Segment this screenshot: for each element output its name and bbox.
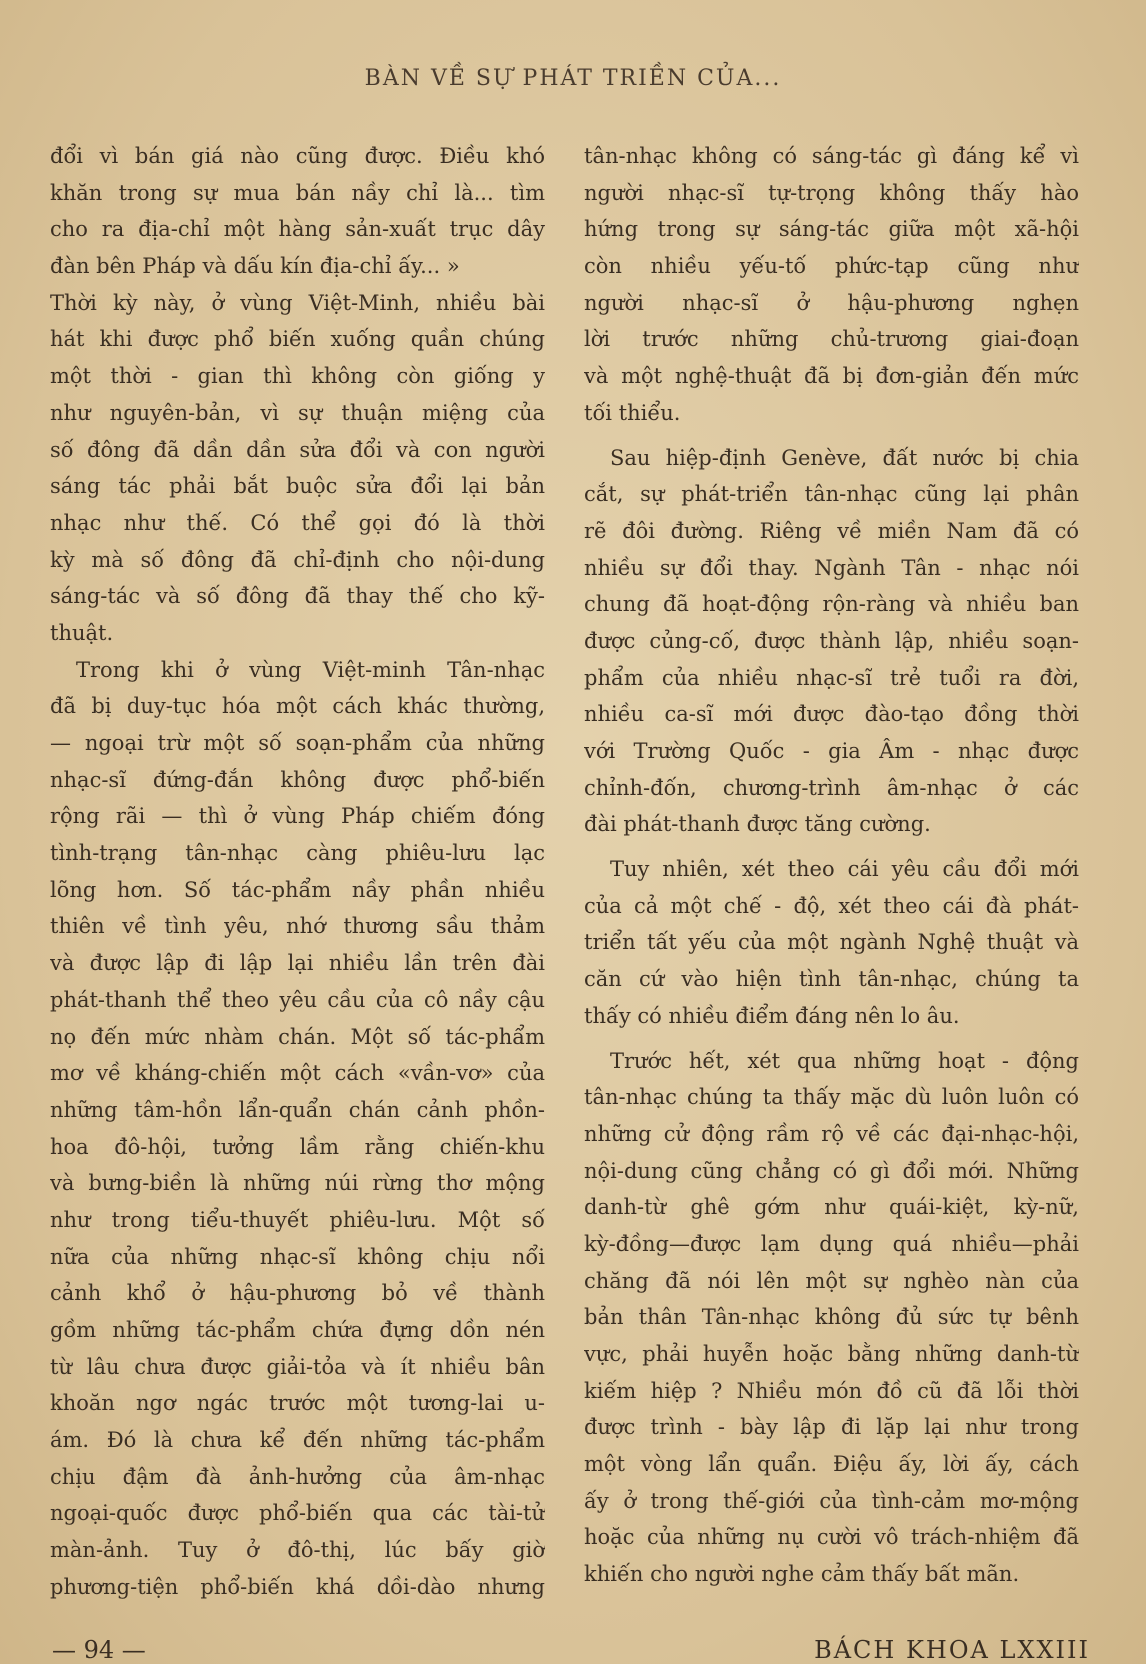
text-line: nữa của những nhạc-sĩ không chịu nổi	[50, 1244, 545, 1269]
text-line: gồm những tác-phẩm chứa đựng dồn nén	[50, 1318, 545, 1342]
text-line: từ lâu chưa được giải-tỏa và ít nhiều bân	[50, 1354, 545, 1379]
text-line: còn nhiều yếu-tố phức-tạp cũng như	[584, 254, 1079, 279]
text-line: thiên về tình yêu, nhớ thương sầu thảm	[50, 914, 545, 939]
text-line: vực, phải huyễn hoặc bằng những danh-từ	[584, 1342, 1079, 1366]
text-line: tân-nhạc không có sáng-tác gì đáng kể vì	[584, 144, 1079, 168]
text-line: nọ đến mức nhàm chán. Một số tác-phẩm	[50, 1024, 545, 1049]
text-line: đã bị duy-tục hóa một cách khác thường,	[50, 694, 545, 719]
text-line: nhạc-sĩ đứng-đắn không được phổ-biến	[50, 767, 545, 792]
text-line: những cử động rầm rộ về các đại-nhạc-hội,	[584, 1121, 1079, 1146]
right-column	[584, 138, 1079, 1608]
text-line: Trong khi ở vùng Việt-minh Tân-nhạc	[76, 657, 545, 682]
text-line: một thời - gian thì không còn giống y	[50, 364, 545, 389]
text-line: căn cứ vào hiện tình tân-nhạc, chúng ta	[584, 967, 1079, 992]
text-line: kỳ-đồng—được lạm dụng quá nhiều—phải	[584, 1231, 1079, 1256]
text-line: một vòng lẩn quẩn. Điệu ấy, lời ấy, cách	[584, 1452, 1079, 1477]
text-line: phát-thanh thể theo yêu cầu của cô nầy cậu	[50, 987, 545, 1012]
text-line: cắt, sự phát-triển tân-nhạc cũng lại phân	[584, 482, 1079, 507]
text-line: đổi vì bán giá nào cũng được. Điều khó	[50, 144, 545, 168]
text-line: màn-ảnh. Tuy ở đô-thị, lúc bấy giờ	[50, 1538, 545, 1563]
text-line: khiến cho người nghe cảm thấy bất mãn.	[584, 1562, 1020, 1587]
text-line: sáng tác phải bắt buộc sửa đổi lại bản	[50, 474, 545, 499]
text-line: hoa đô-hội, tưởng lầm rằng chiến-khu	[50, 1134, 545, 1159]
text-line: cho ra địa-chỉ một hàng sản-xuất trục dây	[50, 217, 545, 242]
text-line: Sau hiệp-định Genève, đất nước bị chia	[610, 445, 1079, 470]
text-line: và một nghệ-thuật đã bị đơn-giản đến mức	[584, 364, 1079, 389]
text-line: kỳ mà số đông đã chỉ-định cho nội-dung	[50, 547, 545, 572]
text-line: cảnh khổ ở hậu-phương bỏ về thành	[50, 1281, 545, 1306]
text-line: triển tất yếu của một ngành Nghệ thuật và	[584, 930, 1079, 955]
running-head: BÀN VỀ SỰ PHÁT TRIỀN CỦA...	[364, 66, 782, 91]
text-line: số đông đã dần dần sửa đổi và con người	[50, 437, 545, 462]
text-line: những tâm-hồn lẩn-quẩn chán cảnh phồn-	[50, 1097, 545, 1122]
text-line: và được lập đi lập lại nhiều lần trên đài	[50, 951, 545, 976]
text-line: hứng trong sự sáng-tác giữa một xã-hội	[584, 217, 1079, 242]
text-line: Thời kỳ này, ở vùng Việt-Minh, nhiều bài	[50, 290, 545, 315]
text-line: thấy có nhiều điểm đáng nên lo âu.	[584, 1003, 960, 1028]
text-line: đàn bên Pháp và dấu kín địa-chỉ ấy... »	[50, 254, 460, 279]
text-line: — ngoại trừ một số soạn-phẩm của những	[50, 731, 545, 755]
text-line: đài phát-thanh được tăng cường.	[584, 812, 931, 837]
text-line: tối thiểu.	[584, 400, 681, 425]
text-line: ngoại-quốc được phổ-biến qua các tài-tử	[50, 1501, 545, 1526]
text-line: ấy ở trong thế-giới của tình-cảm mơ-mộng	[584, 1488, 1079, 1513]
text-line: tân-nhạc chúng ta thấy mặc dù luôn luôn có	[584, 1085, 1079, 1110]
text-line: chỉnh-đốn, chương-trình âm-nhạc ở các	[584, 775, 1079, 800]
text-line: nhiều sự đổi thay. Ngành Tân - nhạc nói	[584, 555, 1079, 580]
text-line: Trước hết, xét qua những hoạt - động	[610, 1048, 1079, 1073]
text-line: nhiều ca-sĩ mới được đào-tạo đồng thời	[584, 702, 1079, 727]
page-number: — 94 —	[52, 1636, 146, 1664]
text-line: chung đã hoạt-động rộn-ràng và nhiều ban	[584, 592, 1079, 617]
left-column	[50, 138, 545, 1608]
text-line: chăng đã nói lên một sự nghèo nàn của	[584, 1268, 1079, 1293]
text-line: rộng rãi — thì ở vùng Pháp chiếm đóng	[50, 804, 545, 829]
text-line: danh-từ ghê gớm như quái-kiệt, kỳ-nữ,	[584, 1195, 1079, 1220]
text-line: phẩm của nhiều nhạc-sĩ trẻ tuổi ra đời,	[584, 665, 1079, 690]
text-line: được củng-cố, được thành lập, nhiều soạn-	[584, 628, 1079, 653]
text-line: người nhạc-sĩ tự-trọng không thấy hào	[584, 180, 1079, 205]
text-line: hát khi được phổ biến xuống quần chúng	[50, 327, 545, 352]
text-line: như trong tiểu-thuyết phiêu-lưu. Một số	[50, 1207, 545, 1232]
journal-name: BÁCH KHOA LXXIII	[814, 1636, 1090, 1664]
text-line: của cả một chế - độ, xét theo cái đà phát-	[584, 893, 1079, 918]
text-line: rẽ đôi đường. Riêng về miền Nam đã có	[584, 518, 1079, 543]
text-line: Tuy nhiên, xét theo cái yêu cầu đổi mới	[610, 857, 1079, 882]
text-line: lõng hơn. Số tác-phẩm nầy phần nhiều	[50, 877, 545, 902]
text-line: lời trước những chủ-trương giai-đoạn	[584, 327, 1079, 352]
text-line: nhạc như thế. Có thể gọi đó là thời	[50, 510, 545, 535]
text-line: mơ về kháng-chiến một cách «vần-vơ» của	[50, 1061, 545, 1086]
text-line: sáng-tác và số đông đã thay thế cho kỹ-	[50, 584, 545, 609]
text-line: thuật.	[50, 620, 114, 645]
text-line: kiếm hiệp ? Nhiều món đồ cũ đã lỗi thời	[584, 1378, 1079, 1403]
text-line: khăn trong sự mua bán nầy chỉ là... tìm	[50, 180, 545, 205]
text-line: và bưng-biền là những núi rừng thơ mộng	[50, 1171, 545, 1196]
text-line: bản thân Tân-nhạc không đủ sức tự bênh	[584, 1305, 1079, 1330]
text-line: phương-tiện phổ-biến khá dồi-dào nhưng	[50, 1574, 545, 1599]
text-line: tình-trạng tân-nhạc càng phiêu-lưu lạc	[50, 841, 545, 866]
text-line: chịu đậm đà ảnh-hưởng của âm-nhạc	[50, 1464, 545, 1489]
text-line: được trình - bày lập đi lặp lại như trong	[584, 1415, 1079, 1440]
text-line: hoặc của những nụ cười vô trách-nhiệm đã	[584, 1525, 1079, 1550]
text-line: ám. Đó là chưa kể đến những tác-phẩm	[50, 1428, 545, 1453]
text-line: người nhạc-sĩ ở hậu-phương nghẹn	[584, 290, 1079, 315]
text-line: nội-dung cũng chẳng có gì đổi mới. Những	[584, 1158, 1079, 1183]
text-line: với Trường Quốc - gia Âm - nhạc được	[584, 739, 1079, 763]
text-line: khoăn ngơ ngác trước một tương-lai u-	[50, 1391, 545, 1416]
text-line: như nguyên-bản, vì sự thuận miệng của	[50, 400, 545, 425]
